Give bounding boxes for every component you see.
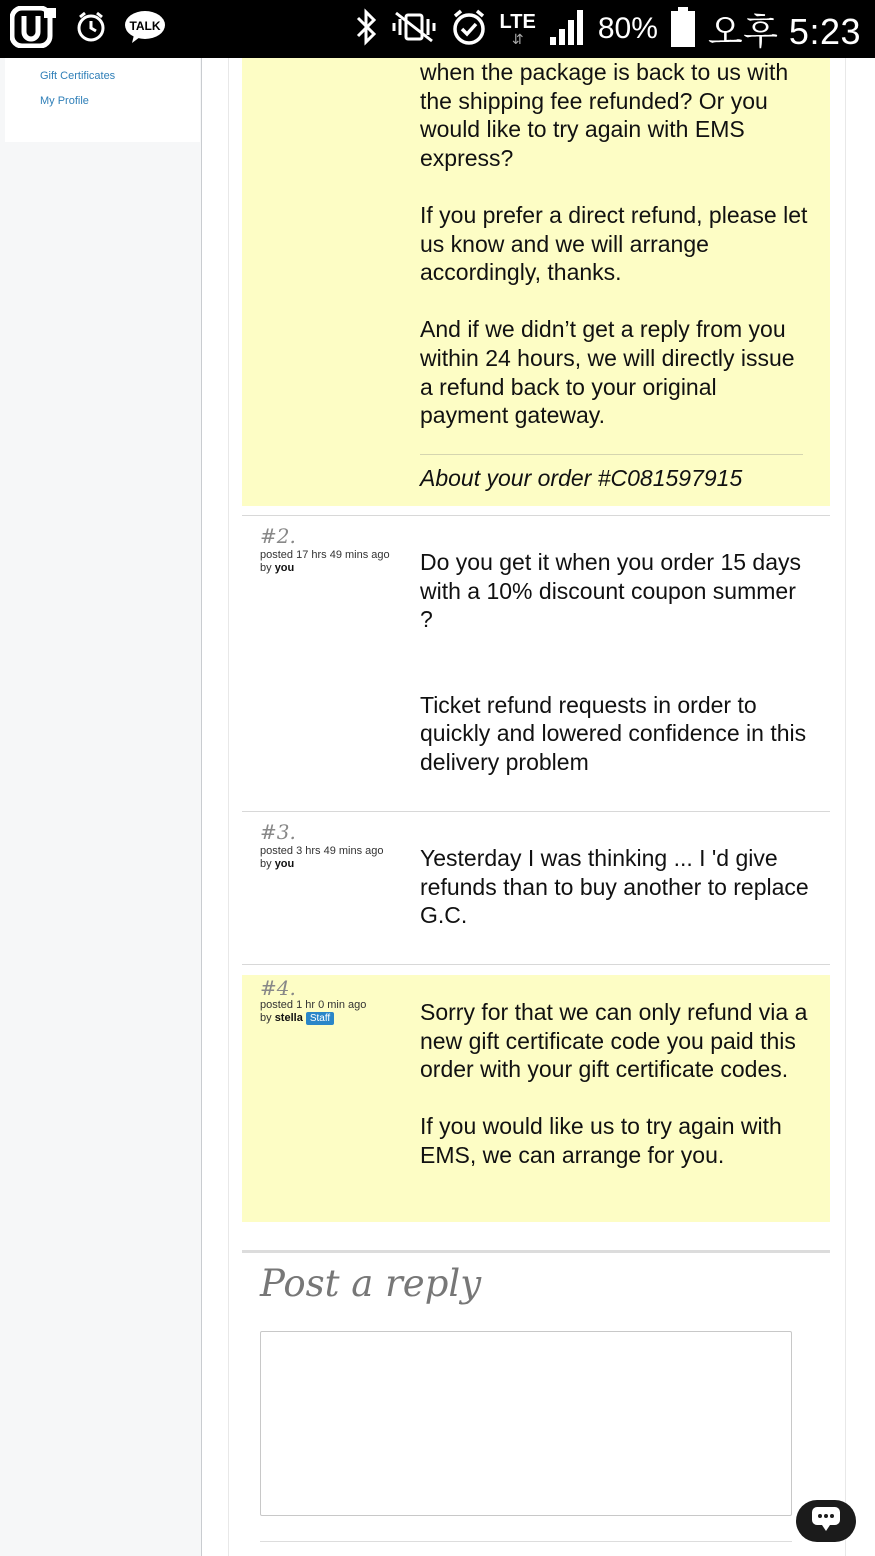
lte-label: LTE xyxy=(499,11,536,33)
message-paragraph: And if we didn’t get a reply from you within 24 hours, we will directly issue a refund back to your original payment gateway. xyxy=(420,316,795,429)
staff-badge: Staff xyxy=(306,1012,334,1025)
message-number: #4. xyxy=(260,976,296,1000)
by-label: by xyxy=(260,562,272,574)
by-label: by xyxy=(260,1012,272,1024)
reply-divider xyxy=(242,1250,830,1253)
message-4-staff xyxy=(242,975,830,1222)
message-divider xyxy=(242,964,830,965)
sidebar xyxy=(0,58,202,1556)
message-paragraph: Do you get it when you order 15 days with a 10% discount coupon summer ? xyxy=(420,549,802,633)
vibrate-mute-icon xyxy=(390,9,438,50)
signal-icon xyxy=(548,7,586,52)
message-paragraph: Ticket refund requests in order to quickly and lowered confidence in this delivery problem xyxy=(420,691,807,775)
author-name: stella xyxy=(274,1012,303,1024)
message-paragraph: when the package is back to us with the shipping fee refunded? Or you would like to try again with EMS express? xyxy=(420,59,789,171)
message-3 xyxy=(242,812,830,964)
message-meta xyxy=(260,845,384,871)
message-body xyxy=(420,998,810,1198)
talk-icon-label: TALK xyxy=(129,18,161,33)
alarm-clock-icon xyxy=(76,11,106,48)
message-number: #2. xyxy=(260,524,296,548)
chat-button[interactable] xyxy=(796,1500,856,1542)
by-label: by xyxy=(260,858,272,870)
uplus-icon xyxy=(10,6,58,53)
message-number: #3. xyxy=(260,820,296,844)
author-name: you xyxy=(274,858,295,870)
posted-by xyxy=(260,858,384,871)
message-body xyxy=(420,844,810,958)
clock-time: 오후 5:23 xyxy=(707,10,861,52)
bottom-divider xyxy=(260,1541,792,1542)
message-body xyxy=(420,548,810,805)
message-paragraph: If you prefer a direct refund, please let us know and we will arrange accordingly, thanks. xyxy=(420,201,808,286)
order-reference: About your order #C081597915 xyxy=(420,465,743,491)
posted-time: posted 3 hrs 49 mins ago xyxy=(260,845,384,857)
order-divider xyxy=(420,454,803,455)
posted-by xyxy=(260,562,390,575)
data-arrows-icon: ⇵ xyxy=(511,31,524,47)
battery-icon xyxy=(670,6,696,53)
alarm-set-icon xyxy=(450,8,488,51)
message-paragraph: Yesterday I was thinking ... I 'd give refunds than to buy another to replace G.C. xyxy=(420,845,809,929)
author-name: you xyxy=(274,562,295,574)
posted-time: posted 1 hr 0 min ago xyxy=(260,999,367,1011)
message-2 xyxy=(242,516,830,811)
message-paragraph: Sorry for that we can only refund via a new gift certificate code you paid this order with your gift certificate codes. xyxy=(420,999,808,1083)
reply-textarea[interactable] xyxy=(260,1331,792,1516)
message-meta xyxy=(260,999,366,1025)
sidebar-link-gift-certificates[interactable]: Gift Certificates xyxy=(40,70,116,82)
posted-time: posted 17 hrs 49 mins ago xyxy=(260,549,390,561)
status-bar xyxy=(0,0,875,58)
lte-indicator xyxy=(500,12,536,46)
message-staff-continued xyxy=(242,58,830,506)
reply-heading: Post a reply xyxy=(260,1262,482,1305)
battery-percent: 80% xyxy=(597,12,658,45)
kakaotalk-icon xyxy=(124,10,166,49)
bluetooth-icon xyxy=(354,8,378,51)
message-paragraph: If you would like us to try again with EMS, we can arrange for you. xyxy=(420,1113,782,1168)
message-body xyxy=(420,58,810,458)
chat-bubble-icon xyxy=(811,1506,841,1537)
posted-by xyxy=(260,1012,366,1025)
message-meta xyxy=(260,549,390,575)
sidebar-link-my-profile[interactable]: My Profile xyxy=(40,95,89,107)
